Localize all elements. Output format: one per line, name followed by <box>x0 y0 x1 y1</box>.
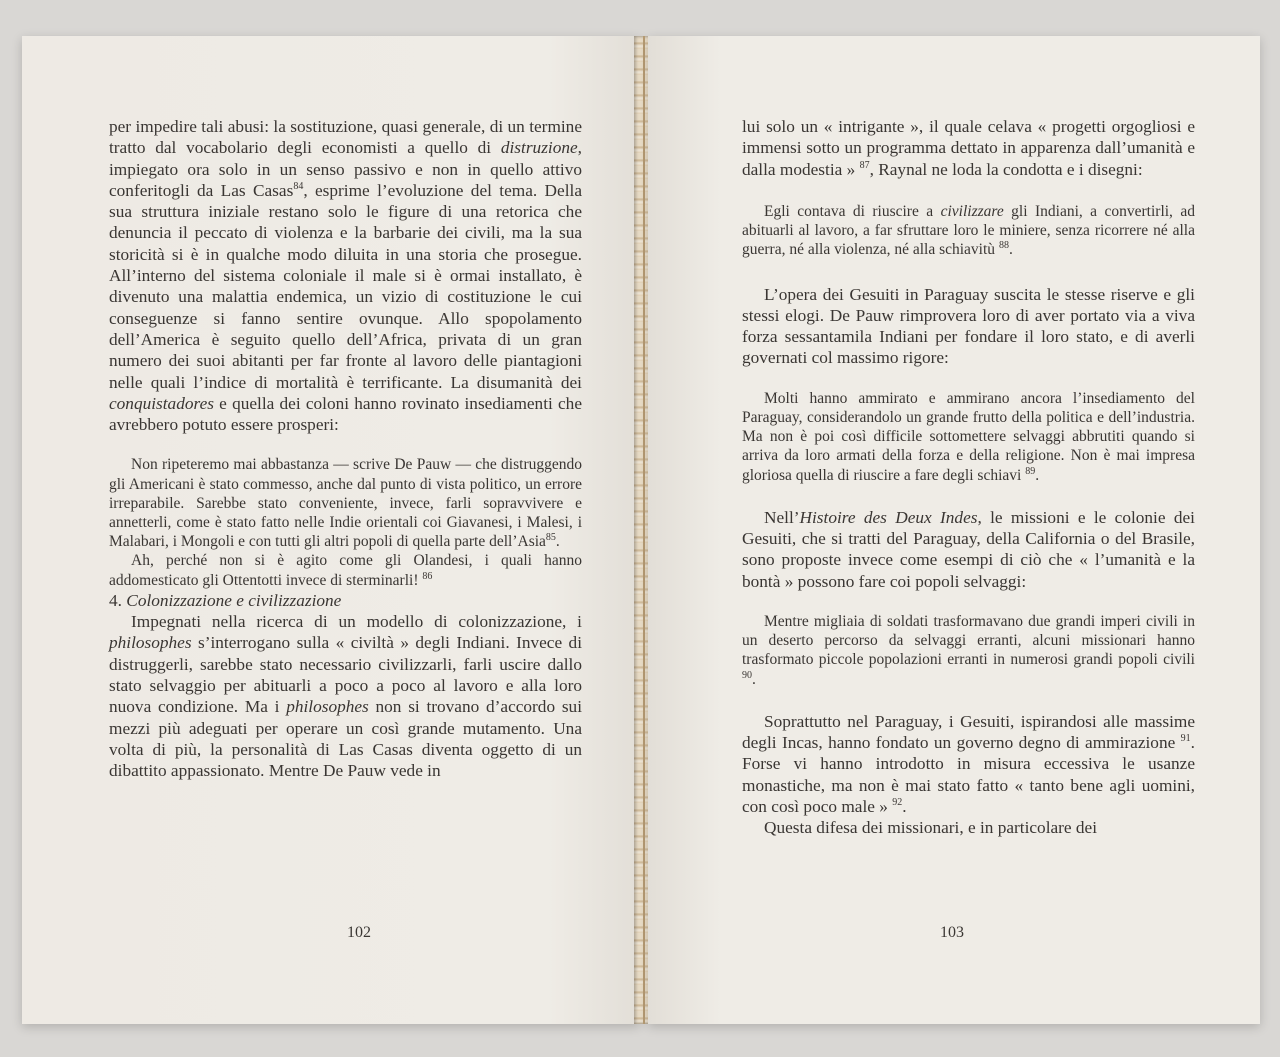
right-paragraph-4: Soprattutto nel Paraguay, i Gesuiti, ispirandosi alle massime degli Incas, hanno fondato un governo degno di ammirazione $^{91}$. Forse vi hanno introdotto in misura eccessiva le usanze monastiche, ma non è mai stato fatto « tanto bene agli uomini, con così poco male » $^{92}$. <box>742 711 1195 816</box>
text-run: Mentre migliaia di soldati trasformavano due grandi imperi civili in un deserto percorso da selvaggi erranti, alcuni missionari hanno trasformato piccole popolazioni erranti in numerosi grandi popoli civili <box>742 612 1195 669</box>
footnote-ref: 86 <box>422 570 433 582</box>
italic-term: distruzione <box>500 138 578 158</box>
section-title: Colonizzazione e civilizzazione <box>126 590 342 610</box>
footnote-ref: 84 <box>293 181 304 193</box>
right-paragraph-3 <box>742 507 1195 592</box>
footnote-ref: 88 <box>998 240 1009 252</box>
left-paragraph-1 <box>109 116 582 435</box>
text-run: Impegnati nella ricerca di un modello di colonizzazione, i <box>131 612 582 632</box>
footnote-ref: 89 <box>1025 465 1036 477</box>
text-run: Non ripeteremo mai abbastanza — scrive De Pauw — che distruggendo gli Americani è stato commesso, anche dal punto di vista politico, un errore irreparabile. Sarebbe stato conveniente, invece, farli sopravvivere e annetterli, come è stato fatto nelle Indie orientali coi Giavanesi, i Malesi, i Malabari, i Mongoli e con tutti gli altri popoli di quella parte dell’Asia <box>109 456 582 551</box>
text-run: , impiegato ora solo in un senso passivo e non in quello attivo conferitogli da Las Casas <box>109 138 582 200</box>
text-run: Molti hanno ammirato e ammirano ancora l’insediamento del Paraguay, considerandolo un grande frutto della politica e dell’industria. Ma non è poi così difficile sottomettere selvaggi abbrutiti quando si arriva da loro armati della forza e della religione. Non è mai impresa gloriosa quella di riuscire a fare degli schiavi <box>742 389 1195 484</box>
footnote-ref: 92 <box>892 797 903 809</box>
text-run: , Raynal ne loda la condotta e i disegni: <box>869 159 1143 179</box>
right-paragraph-1 <box>742 116 1195 180</box>
right-paragraph-5: Questa difesa dei missionari, e in particolare dei <box>764 818 1098 838</box>
text-run: Soprattutto nel Paraguay, i Gesuiti, ispirandosi alle massime degli Incas, hanno fondato un governo degno di ammirazione <box>742 711 1195 752</box>
section-heading <box>109 590 582 611</box>
page-number: 103 <box>940 924 964 941</box>
italic-term: conquistadores <box>109 393 214 413</box>
right-page <box>648 36 1260 1024</box>
left-page-text <box>109 116 582 782</box>
section-number: 4. <box>109 590 122 610</box>
italic-term: philosophes <box>109 633 192 653</box>
italic-term: philosophes <box>286 697 369 717</box>
text-run: per impedire tali abusi: la sostituzione, quasi generale, di un termine tratto dal vocabolario degli economisti a quello di <box>109 117 582 158</box>
block-quote-de-pauw <box>109 455 582 589</box>
footnote-ref: 87 <box>859 159 870 171</box>
block-quote-raynal <box>742 202 1195 260</box>
right-page-text <box>742 116 1195 838</box>
text-run: Ah, perché non si è agito come gli Olandesi, i quali hanno addomesticato gli Ottentotti invece di sterminarli! <box>109 552 582 589</box>
page-number: 102 <box>347 924 371 941</box>
text-run: s’interrogano sulla « civiltà » degli Indiani. Invece di distruggerli, sarebbe stato necessario civilizzarli, farli uscire dallo stato selvaggio per abituarli a poco a poco al lavoro e alla loro nuova condizione. Ma i <box>109 633 582 717</box>
quote-paragraph: Egli contava di riuscire a civilizzare gli Indiani, a convertirli, ad abituarli al lavoro, a far sfruttare loro le miniere, senza ricorrere né alla guerra, né alla violenza, né alla schiavitù $^{88}$. <box>742 202 1195 259</box>
left-paragraph-2 <box>109 611 582 781</box>
text-run: gli Indiani, a convertirli, ad abituarli al lavoro, a far sfruttare loro le miniere, senza ricorrere né alla guerra, né alla violenza, né alla schiavitù <box>742 202 1195 259</box>
quote-paragraph: Mentre migliaia di soldati trasformavano due grandi imperi civili in un deserto percorso da selvaggi erranti, alcuni missionari hanno trasformato piccole popolazioni erranti in numerosi grandi popoli civili $^{90}$. <box>742 612 1195 688</box>
left-page <box>22 36 640 1024</box>
quote-paragraph: Molti hanno ammirato e ammirano ancora l’insediamento del Paraguay, considerandolo un grande frutto della politica e dell’industria. Ma non è poi così difficile sottomettere selvaggi abbrutiti quando si arriva da loro armati della forza e della religione. Non è mai impresa gloriosa quella di riuscire a fare degli schiavi $^{89}$. <box>742 389 1195 484</box>
text-run: lui solo un « intrigante », il quale celava « progetti orgogliosi e immensi sotto un programma dettato in apparenza dall’umanità e dalla modestia » <box>742 117 1195 179</box>
text-run: Nell’ <box>764 507 800 527</box>
block-quote-de-pauw-2 <box>742 389 1195 485</box>
footnote-ref: 91 <box>1180 733 1191 745</box>
text-run: . Forse vi hanno introdotto in misura eccessiva le usanze monastiche, ma non è mai stato fatto « tanto bene agli uomini, con così poco male » <box>742 733 1195 816</box>
text-run: e quella dei coloni hanno rovinato insediamenti che avrebbero potuto essere prosperi: <box>109 393 582 435</box>
quote-paragraph <box>109 551 582 589</box>
quote-paragraph: Non ripeteremo mai abbastanza — scrive De Pauw — che distruggendo gli Americani è stato commesso, anche dal punto di vista politico, un errore irreparabile. Sarebbe stato conveniente, invece, farli sopravvivere e annetterli, come è stato fatto nelle Indie orientali coi Giavanesi, i Malesi, i Malabari, i Mongoli e con tutti gli altri popoli di quella parte dell’Asia$^{85}$. <box>109 456 582 551</box>
open-book <box>22 36 1260 1024</box>
italic-term: civilizzare <box>940 202 1004 220</box>
footnote-ref: 85 <box>545 532 556 544</box>
text-run: , le missioni e le colonie dei Gesuiti, che si tratti del Paraguay, della California o del Brasile, sono proposte invece come esempi di ciò che « l’umanità e la bontà » possono fare coi popoli selvaggi: <box>742 507 1195 591</box>
text-run: , esprime l’evoluzione del tema. Della sua struttura iniziale restano solo le figure di una retorica che denuncia il peccato di violenza e la barbarie dei civili, ma la sua storicità si è in qualche modo diluita in una storia che prosegue. All’interno del sistema coloniale il male si è ormai installato, è divenuto una malattia endemica, un vizio di costituzione le cui conseguenze si fanno sentire ovunque. Allo spopolamento dell’America è seguito quello dell’Africa, privata di un gran numero dei suoi abitanti per far fronte al lavoro delle piantagioni nelle quali l’indice di mortalità è terrificante. La disumanità dei <box>109 180 582 392</box>
right-paragraph-2: L’opera dei Gesuiti in Paraguay suscita le stesse riserve e gli stessi elogi. De Pauw rimprovera loro di aver portato via a viva forza sessantamila Indiani per fondare il loro stato, e di averli governati col massimo rigore: <box>742 284 1195 368</box>
text-run: non si trovano d’accordo sui mezzi più adeguati per operare un così grande mutamento. Una volta di più, la personalità di Las Casas diventa oggetto di un dibattito appassionato. Mentre De Pauw vede in <box>109 697 582 781</box>
italic-title: Histoire des Deux Indes <box>799 507 978 527</box>
footnote-ref: 90 <box>742 669 752 681</box>
text-run: Egli contava di riuscire a <box>764 202 941 220</box>
block-quote-histoire <box>742 612 1195 689</box>
